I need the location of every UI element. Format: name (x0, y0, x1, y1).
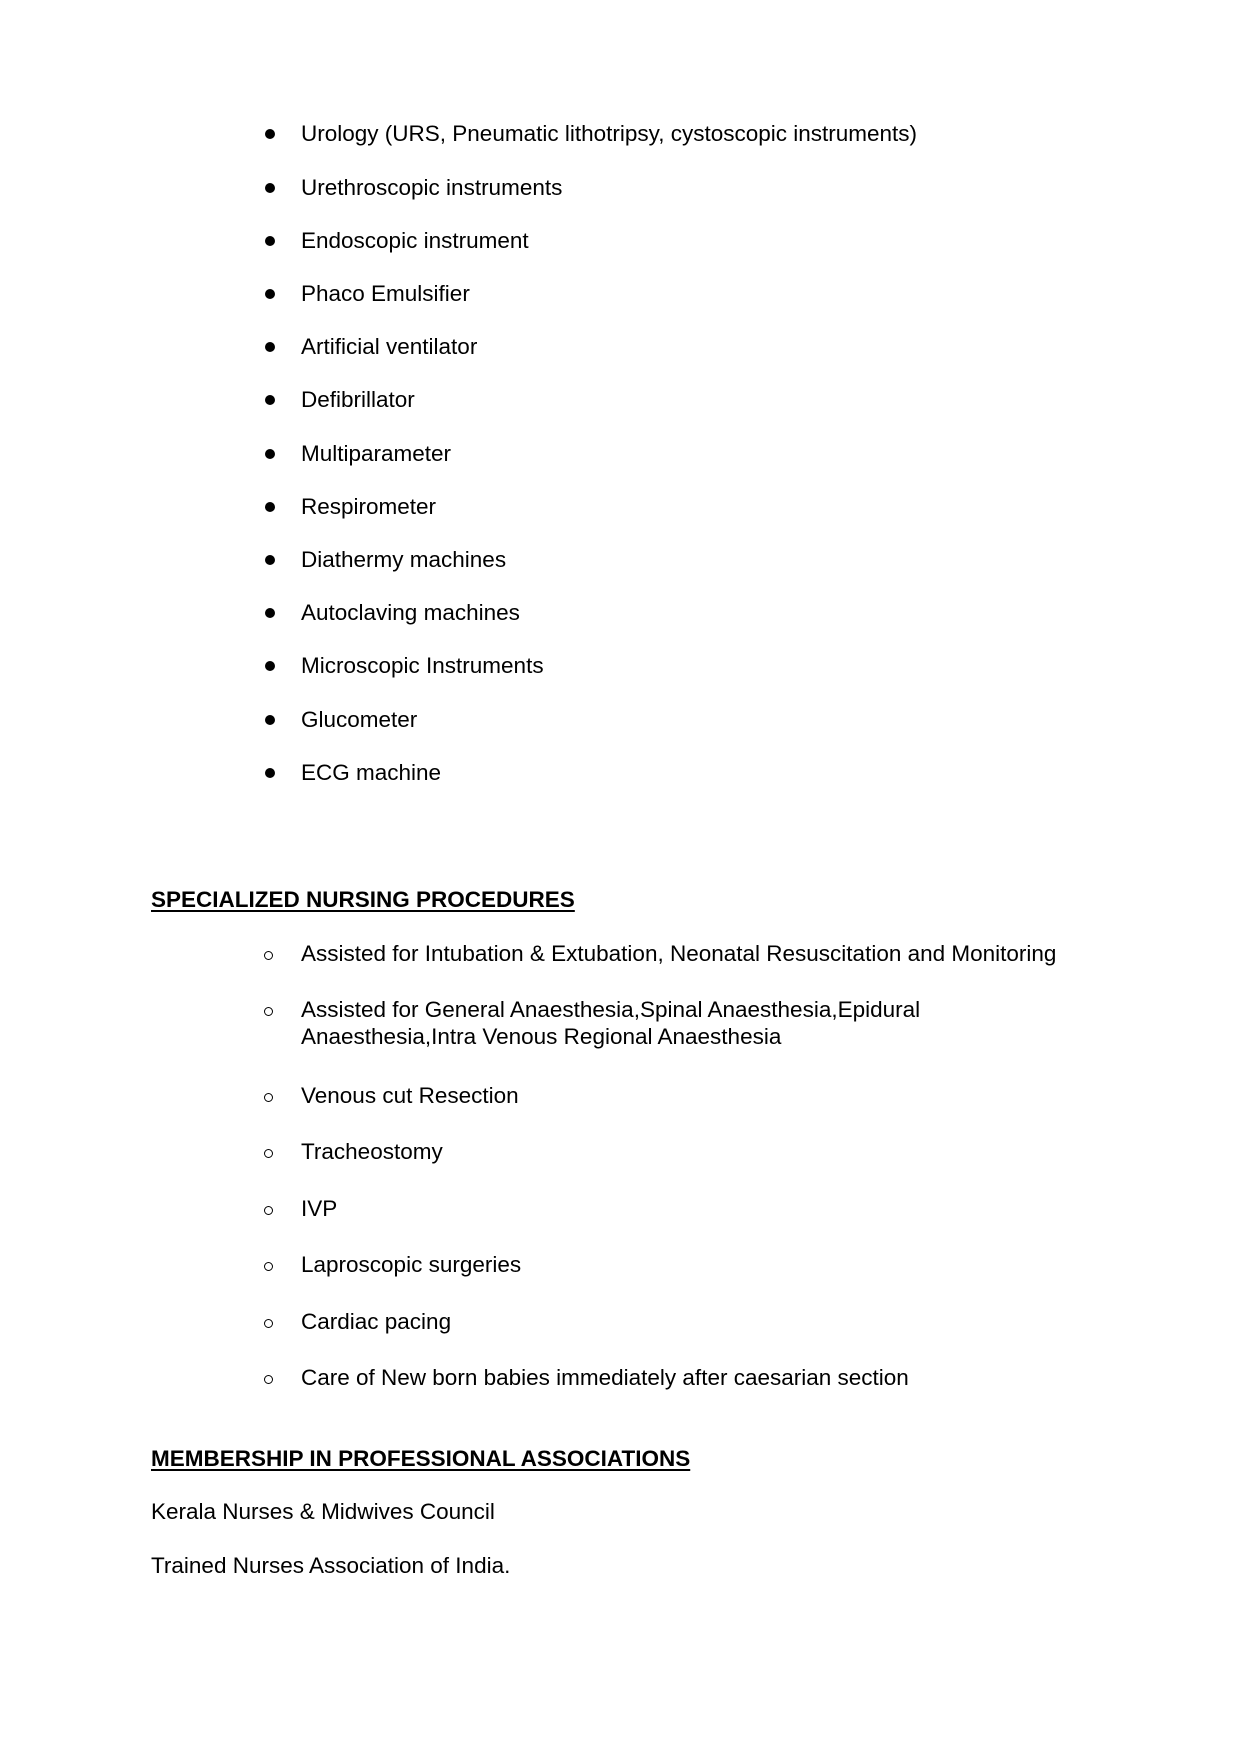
list-item-text: Autoclaving machines (301, 600, 520, 625)
circle-bullet-icon (264, 1007, 273, 1016)
list-item-text: Urology (URS, Pneumatic lithotripsy, cystoscopic instruments) (301, 121, 918, 146)
bullet-icon (265, 502, 275, 512)
list-item-text: Tracheostomy (301, 1139, 443, 1164)
list-item-text: IVP (301, 1196, 338, 1221)
list-item-text: Phaco Emulsifier (301, 281, 470, 306)
list-item-text: Cardiac pacing (301, 1309, 452, 1334)
membership-item: Kerala Nurses & Midwives Council (151, 1499, 495, 1524)
bullet-icon (265, 289, 275, 299)
list-item-text: Microscopic Instruments (301, 653, 544, 678)
list-item-text: Endoscopic instrument (301, 228, 529, 253)
bullet-icon (265, 715, 275, 725)
circle-bullet-icon (264, 1093, 273, 1102)
list-item-text: Laproscopic surgeries (301, 1252, 522, 1277)
membership-item: Trained Nurses Association of India. (151, 1553, 511, 1578)
list-item-text: Assisted for General Anaesthesia,Spinal Anaesthesia,Epidural Anaesthesia,Intra Venous Regional Anaesthesia (301, 997, 921, 1049)
bullet-icon (265, 449, 275, 459)
bullet-icon (265, 183, 275, 193)
list-item-text: Venous cut Resection (301, 1083, 519, 1108)
bullet-icon (265, 608, 275, 618)
list-item-text: Defibrillator (301, 387, 415, 412)
circle-bullet-icon (264, 1375, 273, 1384)
list-item-text: Glucometer (301, 707, 418, 732)
list-item-text: Urethroscopic instruments (301, 175, 563, 200)
bullet-icon (265, 661, 275, 671)
bullet-icon (265, 129, 275, 139)
circle-bullet-icon (264, 1206, 273, 1215)
circle-bullet-icon (264, 1149, 273, 1158)
circle-bullet-icon (264, 1319, 273, 1328)
bullet-icon (265, 768, 275, 778)
list-item-text: Artificial ventilator (301, 334, 478, 359)
list-item-text: ECG machine (301, 760, 442, 785)
list-item-text: Care of New born babies immediately after caesarian section (301, 1365, 909, 1390)
list-item-text: Assisted for Intubation & Extubation, Neonatal Resuscitation and Monitoring (301, 941, 1057, 966)
circle-bullet-icon (264, 1262, 273, 1271)
list-item-text: Multiparameter (301, 441, 452, 466)
bullet-icon (265, 555, 275, 565)
section-heading-specialized-procedures: SPECIALIZED NURSING PROCEDURES (151, 887, 575, 912)
list-item-text: Diathermy machines (301, 547, 507, 572)
bullet-icon (265, 395, 275, 405)
section-heading-memberships: MEMBERSHIP IN PROFESSIONAL ASSOCIATIONS (151, 1446, 691, 1471)
list-item-text: Respirometer (301, 494, 437, 519)
bullet-icon (265, 236, 275, 246)
circle-bullet-icon (264, 951, 273, 960)
bullet-icon (265, 342, 275, 352)
